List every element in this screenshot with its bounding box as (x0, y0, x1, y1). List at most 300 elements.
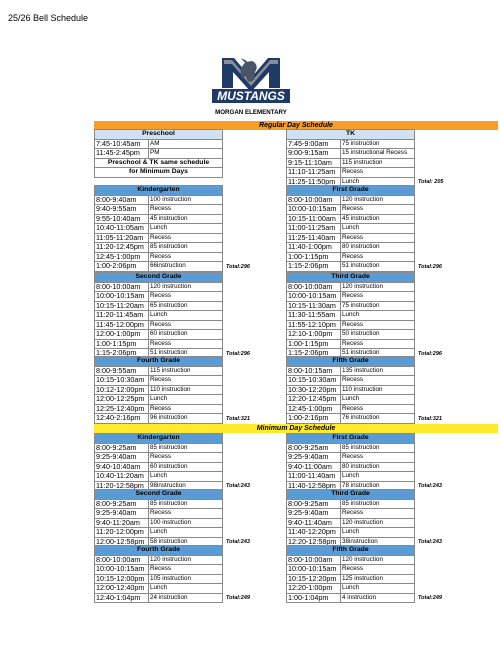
regular-right-third-grade-header-row (287, 273, 478, 283)
spacer-cell (415, 490, 478, 500)
time-cell: 12:40-1:04pm (95, 593, 149, 603)
time-cell: 9:40-9:55am (95, 205, 149, 215)
activity-cell: Lunch (341, 177, 415, 187)
spacer-cell (415, 301, 478, 311)
activity-cell: 105 instruction (149, 574, 223, 584)
minimum-right-first-grade-header-row (287, 434, 478, 444)
activity-cell: 100 instruction (149, 518, 223, 528)
activity-cell: Lunch (149, 395, 223, 405)
section-title: Kindergarten (95, 434, 223, 444)
activity-cell: 85 instruction (341, 443, 415, 453)
total-label: Total:296 (418, 263, 442, 270)
section-title: TK (287, 130, 415, 140)
spacer-cell (415, 168, 478, 178)
schedule-row (95, 214, 286, 224)
activity-cell: Recess (341, 509, 415, 519)
schedule-row (287, 320, 478, 330)
spacer-cell (415, 574, 478, 584)
time-cell: 10:15-12:20pm (287, 574, 341, 584)
activity-cell: Recess (341, 292, 415, 302)
regular-right-fifth-grade-table (286, 356, 478, 424)
activity-cell: Recess (149, 509, 223, 519)
time-cell: 12:25-12:40pm (95, 404, 149, 414)
spacer-cell (415, 404, 478, 414)
schedule-row (95, 385, 286, 395)
regular-right-third-grade-table (286, 272, 478, 359)
time-cell: 8:00-9:25am (95, 443, 149, 453)
schedule-row (95, 584, 286, 594)
time-cell: 11:20-11:45am (95, 311, 149, 321)
time-cell: 11:20-12:00pm (95, 528, 149, 538)
activity-cell: 60 instruction (149, 330, 223, 340)
activity-cell: 45 instruction (341, 214, 415, 224)
spacer-cell (415, 330, 478, 340)
schedule-row (95, 462, 286, 472)
schedule-row (287, 528, 478, 538)
activity-cell: Recess (149, 339, 223, 349)
time-cell: 7:45-10:45am (95, 139, 149, 149)
spacer-cell (415, 224, 478, 234)
spacer-cell (415, 195, 478, 205)
activity-cell: PM (149, 149, 223, 159)
schedule-row (287, 518, 478, 528)
time-cell: 9:25-9:40am (95, 453, 149, 463)
schedule-row (287, 233, 478, 243)
total-label: Total:296 (418, 350, 442, 357)
spacer-cell (415, 339, 478, 349)
activity-cell: 45 instruction (149, 214, 223, 224)
time-cell: 11:00-11:25am (287, 224, 341, 234)
schedule-row (287, 462, 478, 472)
activity-cell: 110 instruction (149, 385, 223, 395)
time-cell: 9:40-11:00am (287, 462, 341, 472)
schedule-row (287, 243, 478, 253)
activity-cell: 115 instruction (149, 366, 223, 376)
activity-cell: Recess (149, 453, 223, 463)
spacer-cell (223, 509, 286, 519)
activity-cell: Recess (149, 233, 223, 243)
time-cell: 8:00-10:00am (287, 195, 341, 205)
time-cell: 7:45-9:00am (287, 139, 341, 149)
schedule-row (287, 139, 478, 149)
section-title: Fifth Grade (287, 357, 415, 367)
regular-right-first-grade-table (286, 185, 478, 272)
activity-cell: Recess (149, 292, 223, 302)
spacer-cell (223, 273, 286, 283)
time-cell: 8:00-9:55am (95, 366, 149, 376)
schedule-row (287, 149, 478, 159)
spacer-cell (223, 130, 286, 140)
spacer-cell (223, 139, 286, 149)
time-cell: 8:00-9:25am (287, 443, 341, 453)
activity-cell: 51 instruction (341, 262, 415, 272)
time-cell: 1:15-2:06pm (287, 262, 341, 272)
section-title: First Grade (287, 186, 415, 196)
spacer-cell (415, 205, 478, 215)
total-label: Total:249 (226, 595, 250, 601)
spacer-cell (223, 366, 286, 376)
activity-cell: Lunch (341, 311, 415, 321)
spacer-cell (415, 130, 478, 140)
regular-left-preschool-header-row (95, 130, 286, 140)
section-title: Fourth Grade (95, 357, 223, 367)
activity-cell: Recess (341, 404, 415, 414)
schedule-row (95, 149, 286, 159)
time-cell: 1:15-2:06pm (287, 349, 341, 359)
activity-cell: 65 instruction (149, 301, 223, 311)
spacer-cell (223, 301, 286, 311)
spacer-cell (415, 282, 478, 292)
spacer-cell (223, 472, 286, 482)
regular-left-second-grade-table (94, 272, 286, 359)
activity-cell: Lunch (341, 395, 415, 405)
time-cell: 10:00-10:15am (287, 565, 341, 575)
spacer-cell (223, 186, 286, 196)
schedule-row (95, 404, 286, 414)
time-cell: 9:55-10:40am (95, 214, 149, 224)
spacer-cell (223, 376, 286, 386)
time-cell: 10:15-12:00pm (95, 574, 149, 584)
spacer-cell (415, 243, 478, 253)
activity-cell: 120 instruction (149, 282, 223, 292)
time-cell: 9:40-11:20am (95, 518, 149, 528)
activity-cell: 75 instruction (341, 301, 415, 311)
schedule-row (287, 385, 478, 395)
activity-cell: Recess (341, 339, 415, 349)
spacer-cell (415, 273, 478, 283)
schedule-row (287, 224, 478, 234)
spacer-cell (415, 149, 478, 159)
regular-right-first-grade-header-row (287, 186, 478, 196)
spacer-cell (415, 292, 478, 302)
time-cell: 11:40-12:58pm (287, 481, 341, 491)
schedule-row (287, 301, 478, 311)
spacer-cell (223, 404, 286, 414)
spacer-cell (223, 311, 286, 321)
activity-cell: 51 instruction (149, 349, 223, 359)
time-cell: 11:45-2:45pm (95, 149, 149, 159)
time-cell: 11:25-11:50pm (287, 177, 341, 187)
time-cell: 11:30-11:55am (287, 311, 341, 321)
time-cell: 10:15-10:30am (95, 376, 149, 386)
schedule-row (95, 205, 286, 215)
activity-cell: 120 instruction (341, 555, 415, 565)
schedule-row (95, 233, 286, 243)
activity-cell: Lunch (341, 472, 415, 482)
activity-cell: 76 instruction (341, 414, 415, 424)
schedule-row (95, 320, 286, 330)
schedule-row (95, 376, 286, 386)
spacer-cell (223, 528, 286, 538)
activity-cell: AM (149, 139, 223, 149)
spacer-cell (415, 366, 478, 376)
time-cell: 1:00-1:15pm (95, 339, 149, 349)
time-cell: 10:15-11:30am (287, 301, 341, 311)
activity-cell: Recess (341, 565, 415, 575)
spacer-cell (415, 546, 478, 556)
activity-cell: Lunch (341, 584, 415, 594)
activity-cell: 4 instruction (341, 593, 415, 603)
schedule-row (287, 366, 478, 376)
section-title: First Grade (287, 434, 415, 444)
minimum-left-second-grade-header-row (95, 490, 286, 500)
time-cell: 12:20-12:45pm (287, 395, 341, 405)
schedule-row (95, 139, 286, 149)
time-cell: 12:45-1:00pm (287, 404, 341, 414)
minimum-left-fourth-grade-header-row (95, 546, 286, 556)
activity-cell: 85 instruction (149, 243, 223, 253)
time-cell: 12:20-1:00pm (287, 584, 341, 594)
time-cell: 8:00-9:40am (95, 195, 149, 205)
total-label: Total: 205 (418, 179, 444, 185)
spacer-cell (415, 472, 478, 482)
schedule-row (95, 555, 286, 565)
schedule-row (287, 565, 478, 575)
activity-cell: Recess (149, 565, 223, 575)
spacer-cell (415, 139, 478, 149)
mustang-logo-graphic (208, 54, 294, 122)
spacer-cell (415, 584, 478, 594)
schedule-row (287, 453, 478, 463)
schedule-row (95, 339, 286, 349)
time-cell: 1:15-2:06pm (95, 349, 149, 359)
activity-cell: 66instruction (149, 262, 223, 272)
activity-cell: 120 instruction (341, 195, 415, 205)
regular-left-fourth-grade-header-row (95, 357, 286, 367)
activity-cell: 15 instructional Recess (341, 149, 415, 159)
spacer-cell (415, 385, 478, 395)
time-cell: 9:25-9:40am (95, 509, 149, 519)
activity-cell: Recess (341, 252, 415, 262)
time-cell: 1:00-1:15pm (287, 252, 341, 262)
spacer-cell (223, 195, 286, 205)
spacer-cell (223, 574, 286, 584)
total-label: Total:243 (226, 539, 250, 545)
min-day-note: for Minimum Days (95, 168, 223, 178)
minimum-right-third-grade-table (286, 489, 478, 547)
activity-cell: Recess (149, 376, 223, 386)
minimum-left-fourth-grade-table (94, 545, 286, 603)
school-logo (208, 54, 294, 122)
time-cell: 8:00-10:00am (95, 282, 149, 292)
time-cell: 11:40-12:20pm (287, 528, 341, 538)
page-title: 25/26 Bell Schedule (8, 13, 89, 23)
section-title: Second Grade (95, 490, 223, 500)
time-cell: 11:25-11:40am (287, 233, 341, 243)
time-cell: 8:00-10:00am (287, 555, 341, 565)
schedule-row (95, 330, 286, 340)
spacer-cell (415, 233, 478, 243)
spacer-cell (223, 584, 286, 594)
spacer-cell (223, 320, 286, 330)
schedule-row (287, 205, 478, 215)
time-cell: 12:40-2:16pm (95, 414, 149, 424)
activity-cell: Lunch (149, 311, 223, 321)
minimum-left-kindergarten-header-row (95, 434, 286, 444)
activity-cell: Recess (149, 252, 223, 262)
activity-cell: 38instruction (341, 537, 415, 547)
schedule-row (95, 224, 286, 234)
time-cell: 10:15-11:20am (95, 301, 149, 311)
regular-left-kindergarten-table (94, 185, 286, 272)
note-row (95, 168, 286, 178)
section-title: Third Grade (287, 490, 415, 500)
time-cell: 12:00-12:40pm (95, 584, 149, 594)
activity-cell: Lunch (149, 472, 223, 482)
spacer-cell (415, 453, 478, 463)
schedule-row (287, 330, 478, 340)
schedule-row (287, 443, 478, 453)
time-cell: 12:00-1:00pm (95, 330, 149, 340)
minimum-left-second-grade-table (94, 489, 286, 547)
minimum-right-first-grade-table (286, 433, 478, 491)
spacer-cell (415, 565, 478, 575)
schedule-row (95, 243, 286, 253)
schedule-row (287, 593, 478, 603)
time-cell: 9:40-10:40am (95, 462, 149, 472)
schedule-row (287, 311, 478, 321)
activity-cell: 100 instruction (149, 195, 223, 205)
spacer-cell (223, 453, 286, 463)
schedule-row (287, 499, 478, 509)
total-label: Total:296 (226, 263, 250, 270)
schedule-row (287, 376, 478, 386)
time-cell: 12:20-12:58pm (287, 537, 341, 547)
time-cell: 10:15-11:00am (287, 214, 341, 224)
spacer-cell (223, 565, 286, 575)
time-cell: 9:25-9:40am (287, 509, 341, 519)
activity-cell: 120 instruction (341, 282, 415, 292)
spacer-cell (223, 252, 286, 262)
time-cell: 11:05-11:20am (95, 233, 149, 243)
schedule-row (95, 574, 286, 584)
time-cell: 11:40-1:00pm (287, 243, 341, 253)
spacer-cell (223, 214, 286, 224)
logo-school-name: MORGAN ELEMENTARY (215, 109, 287, 116)
regular-right-fifth-grade-header-row (287, 357, 478, 367)
schedule-row (95, 593, 286, 603)
time-cell: 12:45-1:00pm (95, 252, 149, 262)
time-cell: 8:00-9:25am (287, 499, 341, 509)
time-cell: 8:00-9:25am (95, 499, 149, 509)
schedule-row (95, 282, 286, 292)
activity-cell: 85 instruction (149, 499, 223, 509)
section-title: Fourth Grade (95, 546, 223, 556)
schedule-row (287, 395, 478, 405)
schedule-row (95, 528, 286, 538)
activity-cell: 78 instruction (341, 481, 415, 491)
spacer-cell (415, 252, 478, 262)
time-cell: 10:00-10:15am (287, 292, 341, 302)
schedule-row (287, 574, 478, 584)
activity-cell: 50 instruction (341, 330, 415, 340)
regular-day-band: Regular Day Schedule (94, 121, 498, 130)
activity-cell: Recess (341, 168, 415, 178)
time-cell: 10:12-12:00pm (95, 385, 149, 395)
time-cell: 11:20-12:58pm (95, 481, 149, 491)
minimum-day-band: Minimum Day Schedule (94, 424, 498, 433)
spacer-cell (223, 357, 286, 367)
activity-cell: 98instruction (149, 481, 223, 491)
schedule-row (287, 404, 478, 414)
regular-left-kindergarten-header-row (95, 186, 286, 196)
schedule-row (287, 509, 478, 519)
section-title: Kindergarten (95, 186, 223, 196)
time-cell: 10:00-10:15am (95, 565, 149, 575)
schedule-row (287, 584, 478, 594)
spacer-cell (415, 311, 478, 321)
time-cell: 10:15-10:30am (287, 376, 341, 386)
schedule-row (95, 252, 286, 262)
time-cell: 10:00-10:15am (95, 292, 149, 302)
spacer-cell (223, 462, 286, 472)
time-cell: 11:20-12:45pm (95, 243, 149, 253)
regular-left-preschool-table (94, 129, 286, 178)
activity-cell: 110 instruction (341, 385, 415, 395)
time-cell: 1:00-1:04pm (287, 593, 341, 603)
activity-cell: Recess (341, 205, 415, 215)
schedule-row (95, 565, 286, 575)
time-cell: 10:40-11:20am (95, 472, 149, 482)
total-label: Total:249 (418, 595, 442, 601)
spacer-cell (223, 224, 286, 234)
schedule-row (95, 509, 286, 519)
schedule-row (287, 252, 478, 262)
schedule-row (95, 292, 286, 302)
activity-cell: 135 instruction (341, 366, 415, 376)
regular-left-fourth-grade-table (94, 356, 286, 424)
spacer-cell (223, 205, 286, 215)
spacer-cell (223, 499, 286, 509)
spacer-cell (415, 555, 478, 565)
schedule-row (95, 395, 286, 405)
activity-cell: 120 instruction (341, 518, 415, 528)
activity-cell: Lunch (149, 528, 223, 538)
note-row (95, 158, 286, 168)
section-title: Third Grade (287, 273, 415, 283)
schedule-row (287, 158, 478, 168)
activity-cell: 85 instruction (341, 499, 415, 509)
spacer-cell (223, 490, 286, 500)
activity-cell: Recess (149, 404, 223, 414)
section-title: Second Grade (95, 273, 223, 283)
spacer-cell (415, 214, 478, 224)
time-cell: 11:00-11:40am (287, 472, 341, 482)
regular-right-tk-table (286, 129, 478, 187)
time-cell: 12:00-12:58pm (95, 537, 149, 547)
time-cell: 11:10-11:25am (287, 168, 341, 178)
schedule-row (287, 214, 478, 224)
time-cell: 12:10-1:00pm (287, 330, 341, 340)
time-cell: 1:00-1:15pm (287, 339, 341, 349)
spacer-cell (415, 499, 478, 509)
activity-cell: 80 instruction (341, 243, 415, 253)
schedule-row (95, 311, 286, 321)
minimum-right-fifth-grade-header-row (287, 546, 478, 556)
activity-cell: Recess (341, 376, 415, 386)
spacer-cell (415, 518, 478, 528)
time-cell: 1:00-2:06pm (95, 262, 149, 272)
activity-cell: Recess (149, 320, 223, 330)
spacer-cell (415, 443, 478, 453)
time-cell: 8:00-10:15am (287, 366, 341, 376)
regular-left-second-grade-header-row (95, 273, 286, 283)
activity-cell: 58 instruction (149, 537, 223, 547)
time-cell: 12:00-12:25pm (95, 395, 149, 405)
logo-word: MUSTANGS (217, 89, 285, 103)
activity-cell: 96 instruction (149, 414, 223, 424)
schedule-row (287, 555, 478, 565)
